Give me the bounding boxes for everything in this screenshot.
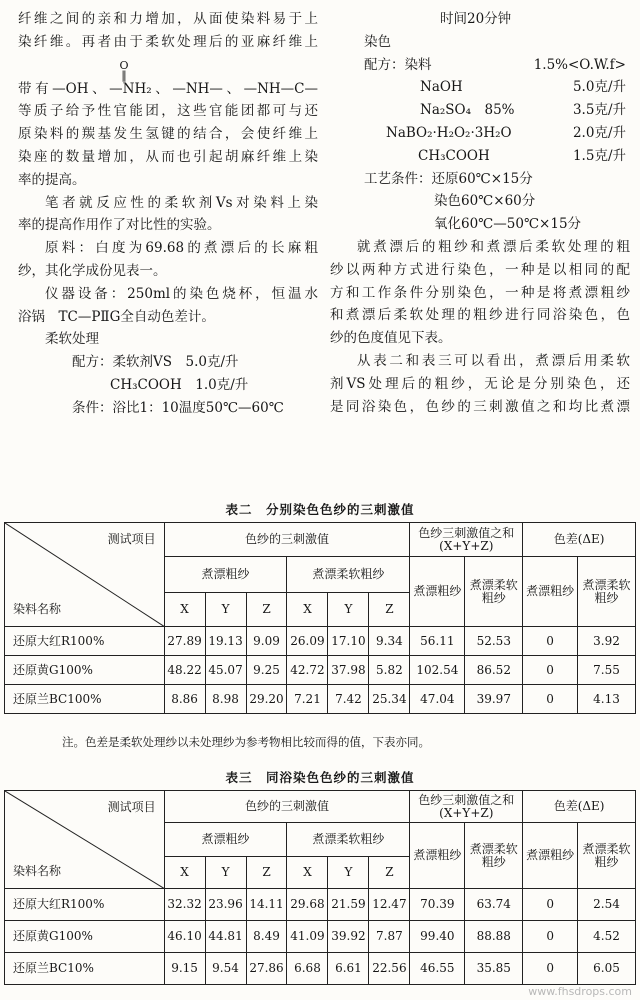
table3-corner-cell xyxy=(5,791,165,889)
header-diff-softened xyxy=(578,557,636,627)
recipe-item-name: NaBO₂·H₂O₂·3H₂O xyxy=(386,124,512,141)
value-cell: 35.85 xyxy=(465,953,523,985)
text-line: 率的提高。 xyxy=(18,171,86,188)
header-x: X xyxy=(287,857,328,889)
header-sum-softened-b: 粗纱 xyxy=(481,854,506,869)
header-test-items: 测试项目 xyxy=(107,532,156,546)
value-cell: 86.52 xyxy=(465,656,523,685)
text-line: 率的提高作用作了对比性的实验。 xyxy=(18,217,221,234)
table-row xyxy=(5,656,636,685)
text-line: 是同浴染色，色纱的三刺激值之和均比煮漂 xyxy=(330,398,630,415)
text-line: 纱，其化学成份见表一。 xyxy=(18,262,167,279)
dye-recipe-line xyxy=(330,99,630,122)
recipe-item-amount: 2.0克/升 xyxy=(572,124,626,141)
process-step: 还原60℃×15分 xyxy=(431,170,533,187)
recipe-item-amount: 5.0克/升 xyxy=(185,354,239,371)
value-cell: 0 xyxy=(523,889,578,921)
recipe-item-amount: 1.5%<O.W.f> xyxy=(533,56,626,73)
header-test-items: 测试项目 xyxy=(107,800,156,814)
recipe-item-amount: 5.0克/升 xyxy=(572,79,626,96)
header-group-softened: 煮漂柔软粗纱 xyxy=(287,557,410,593)
table-row xyxy=(5,889,636,921)
text-line: 笔者就反应性的柔软剂Vs对染料上染 xyxy=(45,194,318,211)
table2 xyxy=(4,522,636,714)
header-diff-softened-b: 粗纱 xyxy=(594,590,619,605)
text-line: 带有—OH、—NH₂、—NH—、—NH—C— xyxy=(18,80,318,97)
header-sum-formula: (X+Y+Z) xyxy=(439,538,494,553)
value-cell: 39.92 xyxy=(328,921,369,953)
header-sum xyxy=(410,523,523,557)
value-cell: 14.11 xyxy=(246,889,287,921)
value-cell: 9.25 xyxy=(246,656,287,685)
value-cell: 27.89 xyxy=(164,627,205,656)
header-sum-scoured: 煮漂粗纱 xyxy=(410,823,465,889)
text-line: 从表二和表三可以看出，煮漂后用柔软 xyxy=(357,352,630,369)
table-row xyxy=(5,953,636,985)
softening-conditions-line xyxy=(18,397,318,420)
header-sum-softened-b: 粗纱 xyxy=(481,590,506,605)
value-cell: 6.61 xyxy=(328,953,369,985)
value-cell: 8.98 xyxy=(205,685,246,714)
table3-title: 表三 同浴染色色纱的三刺激值 xyxy=(225,770,415,785)
text-line: 方和工作条件分别染色，一种是将煮漂粗纱 xyxy=(330,284,630,301)
value-cell: 22.56 xyxy=(369,953,410,985)
text-line: 原料：白度为69.68的煮漂后的长麻粗 xyxy=(45,240,318,257)
dye-recipe-line xyxy=(330,145,630,168)
value-cell: 0 xyxy=(523,656,578,685)
dye-recipe-line xyxy=(330,122,630,145)
value-cell: 8.49 xyxy=(246,921,287,953)
text-line: 就煮漂后的粗纱和煮漂后柔软处理的粗 xyxy=(357,238,630,255)
value-cell: 29.20 xyxy=(246,685,287,714)
value-cell: 56.11 xyxy=(410,627,465,656)
header-x: X xyxy=(164,857,205,889)
value-cell: 9.34 xyxy=(369,627,410,656)
value-cell: 32.32 xyxy=(164,889,205,921)
text-line: 柔软处理 xyxy=(45,331,99,348)
header-sum-softened-a: 煮漂柔软 xyxy=(469,577,518,592)
header-diff-scoured: 煮漂粗纱 xyxy=(523,557,578,627)
table-row xyxy=(5,685,636,714)
header-color-diff: 色差(ΔE) xyxy=(523,523,636,557)
header-sum-scoured: 煮漂粗纱 xyxy=(410,557,465,627)
header-diff-softened-b: 粗纱 xyxy=(594,854,619,869)
table2-corner-cell xyxy=(5,523,165,627)
header-y: Y xyxy=(328,593,369,627)
header-x: X xyxy=(287,593,328,627)
value-cell: 70.39 xyxy=(410,889,465,921)
carbonyl-oxygen: O xyxy=(119,58,129,72)
recipe-item-name: Na₂SO₄ 85% xyxy=(420,102,515,119)
value-cell: 0 xyxy=(523,953,578,985)
value-cell: 8.86 xyxy=(164,685,205,714)
value-cell: 29.68 xyxy=(287,889,328,921)
dye-name-cell: 还原兰BC100% xyxy=(5,685,165,714)
header-z: Z xyxy=(369,593,410,627)
value-cell: 9.54 xyxy=(205,953,246,985)
header-z: Z xyxy=(369,857,410,889)
left-column xyxy=(18,8,318,420)
dye-recipe-line xyxy=(330,54,630,77)
right-column xyxy=(330,8,630,418)
conditions-text: 浴比1：10温度50℃—60℃ xyxy=(112,399,284,416)
header-z: Z xyxy=(246,593,287,627)
value-cell: 27.86 xyxy=(246,953,287,985)
text-line: 原染料的羰基发生氢键的结合，会使纤维上 xyxy=(18,126,318,143)
value-cell: 88.88 xyxy=(465,921,523,953)
value-cell: 4.52 xyxy=(578,921,636,953)
header-sum xyxy=(410,791,523,823)
text-line: 剂VS处理后的粗纱，无论是分别染色，还 xyxy=(330,375,630,392)
value-cell: 25.34 xyxy=(369,685,410,714)
dye-name-cell: 还原大红R100% xyxy=(5,889,165,921)
header-diff-softened-a: 煮漂柔软 xyxy=(582,841,631,856)
value-cell: 45.07 xyxy=(205,656,246,685)
value-cell: 7.21 xyxy=(287,685,328,714)
text-line: 等质子给予性官能团，这些官能团都可与还 xyxy=(18,103,318,120)
text-line: 纱的色度值见下表。 xyxy=(330,330,452,347)
text-line: 纱以两种方式进行染色，一种是以相同的配 xyxy=(330,261,630,278)
value-cell: 23.96 xyxy=(205,889,246,921)
header-y: Y xyxy=(205,857,246,889)
conditions-label: 条件： xyxy=(72,399,113,416)
header-color-diff: 色差(ΔE) xyxy=(523,791,636,823)
value-cell: 63.74 xyxy=(465,889,523,921)
header-y: Y xyxy=(205,593,246,627)
header-dye-name: 染料名称 xyxy=(13,864,62,878)
text-line: 纤维之间的亲和力增加，从面使染料易于上 xyxy=(18,11,318,27)
header-sum-label: 色纱三刺激值之和 xyxy=(418,525,515,540)
header-sum-softened xyxy=(465,557,523,627)
value-cell: 7.42 xyxy=(328,685,369,714)
recipe-item-amount: 3.5克/升 xyxy=(572,102,626,119)
value-cell: 52.53 xyxy=(465,627,523,656)
header-sum-softened xyxy=(465,823,523,889)
value-cell: 46.55 xyxy=(410,953,465,985)
recipe-item-name: 染料 xyxy=(404,56,432,73)
header-group-scoured: 煮漂粗纱 xyxy=(164,823,287,857)
value-cell: 5.82 xyxy=(369,656,410,685)
header-sum-formula: (X+Y+Z) xyxy=(439,805,494,820)
process-label: 工艺条件： xyxy=(364,170,432,187)
header-tristimulus: 色纱的三刺激值 xyxy=(164,523,410,557)
header-diff-softened xyxy=(578,823,636,889)
value-cell: 46.10 xyxy=(164,921,205,953)
table2-title: 表二 分别染色色纱的三刺激值 xyxy=(225,502,415,517)
value-cell: 39.97 xyxy=(465,685,523,714)
value-cell: 4.13 xyxy=(578,685,636,714)
text-line: 仪器设备：250ml的染色烧杯，恒温水 xyxy=(45,285,318,302)
dye-recipe-line xyxy=(330,76,630,99)
header-y: Y xyxy=(328,857,369,889)
process-line xyxy=(330,168,630,191)
table-row xyxy=(5,627,636,656)
table-note: 注。色差是柔软处理纱以未处理纱为参考物相比较而得的值，下表亦同。 xyxy=(62,735,430,749)
header-tristimulus: 色纱的三刺激值 xyxy=(164,791,410,823)
value-cell: 0 xyxy=(523,921,578,953)
value-cell: 17.10 xyxy=(328,627,369,656)
text-line: 染纤维。再者由于柔软处理后的亚麻纤维上 xyxy=(18,33,318,50)
process-step: 染色60℃×60分 xyxy=(434,193,536,210)
header-x: X xyxy=(164,593,205,627)
header-sum-softened-a: 煮漂柔软 xyxy=(469,841,518,856)
value-cell: 102.54 xyxy=(410,656,465,685)
text-line: 浴锅 TC—PⅡG全自动色差计。 xyxy=(18,308,215,325)
recipe-label: 配方： xyxy=(364,56,405,73)
value-cell: 0 xyxy=(523,685,578,714)
value-cell: 6.05 xyxy=(578,953,636,985)
header-diff-softened-a: 煮漂柔软 xyxy=(582,577,631,592)
value-cell: 7.55 xyxy=(578,656,636,685)
value-cell: 9.09 xyxy=(246,627,287,656)
value-cell: 7.87 xyxy=(369,921,410,953)
softening-recipe-line xyxy=(18,374,318,397)
value-cell: 19.13 xyxy=(205,627,246,656)
softening-recipe-line xyxy=(18,351,318,374)
header-group-softened: 煮漂柔软粗纱 xyxy=(287,823,410,857)
dye-name-cell: 还原兰BC10% xyxy=(5,953,165,985)
dye-name-cell: 还原大红R100% xyxy=(5,627,165,656)
value-cell: 3.92 xyxy=(578,627,636,656)
value-cell: 47.04 xyxy=(410,685,465,714)
value-cell: 99.40 xyxy=(410,921,465,953)
value-cell: 21.59 xyxy=(328,889,369,921)
value-cell: 42.72 xyxy=(287,656,328,685)
process-step: 氧化60℃—50℃×15分 xyxy=(434,216,582,233)
recipe-item-name: 柔软剂VS xyxy=(112,354,172,371)
table-row xyxy=(5,921,636,953)
dye-name-cell: 还原黄G100% xyxy=(5,921,165,953)
recipe-item-amount: 1.0克/升 xyxy=(195,376,249,393)
header-sum-label: 色纱三刺激值之和 xyxy=(418,792,515,807)
dye-name-cell: 还原黄G100% xyxy=(5,656,165,685)
recipe-item-name: CH₃COOH xyxy=(418,147,490,164)
header-z: Z xyxy=(246,857,287,889)
text-line: 和煮漂后柔软处理的粗纱进行同浴染色，色 xyxy=(330,307,630,324)
header-dye-name: 染料名称 xyxy=(13,602,62,616)
section-heading: 染色 xyxy=(364,33,391,50)
carbonyl-formula xyxy=(18,54,318,82)
value-cell: 12.47 xyxy=(369,889,410,921)
time-line: 时间20分钟 xyxy=(440,11,512,27)
recipe-item-name: NaOH xyxy=(420,79,463,96)
table3 xyxy=(4,790,636,985)
recipe-label: 配方： xyxy=(72,354,113,371)
value-cell: 41.09 xyxy=(287,921,328,953)
recipe-item-name: CH₃COOH xyxy=(110,376,182,393)
value-cell: 2.54 xyxy=(578,889,636,921)
value-cell: 9.15 xyxy=(164,953,205,985)
value-cell: 6.68 xyxy=(287,953,328,985)
carbonyl-bond: ‖ xyxy=(121,68,127,82)
value-cell: 37.98 xyxy=(328,656,369,685)
value-cell: 48.22 xyxy=(164,656,205,685)
header-group-scoured: 煮漂粗纱 xyxy=(164,557,287,593)
value-cell: 26.09 xyxy=(287,627,328,656)
header-diff-scoured: 煮漂粗纱 xyxy=(523,823,578,889)
text-line: 染座的数量增加，从而也引起胡麻纤维上染 xyxy=(18,148,318,165)
recipe-item-amount: 1.5克/升 xyxy=(572,147,626,164)
value-cell: 44.81 xyxy=(205,921,246,953)
watermark: www.fhsdrops.com xyxy=(528,985,632,998)
value-cell: 0 xyxy=(523,627,578,656)
